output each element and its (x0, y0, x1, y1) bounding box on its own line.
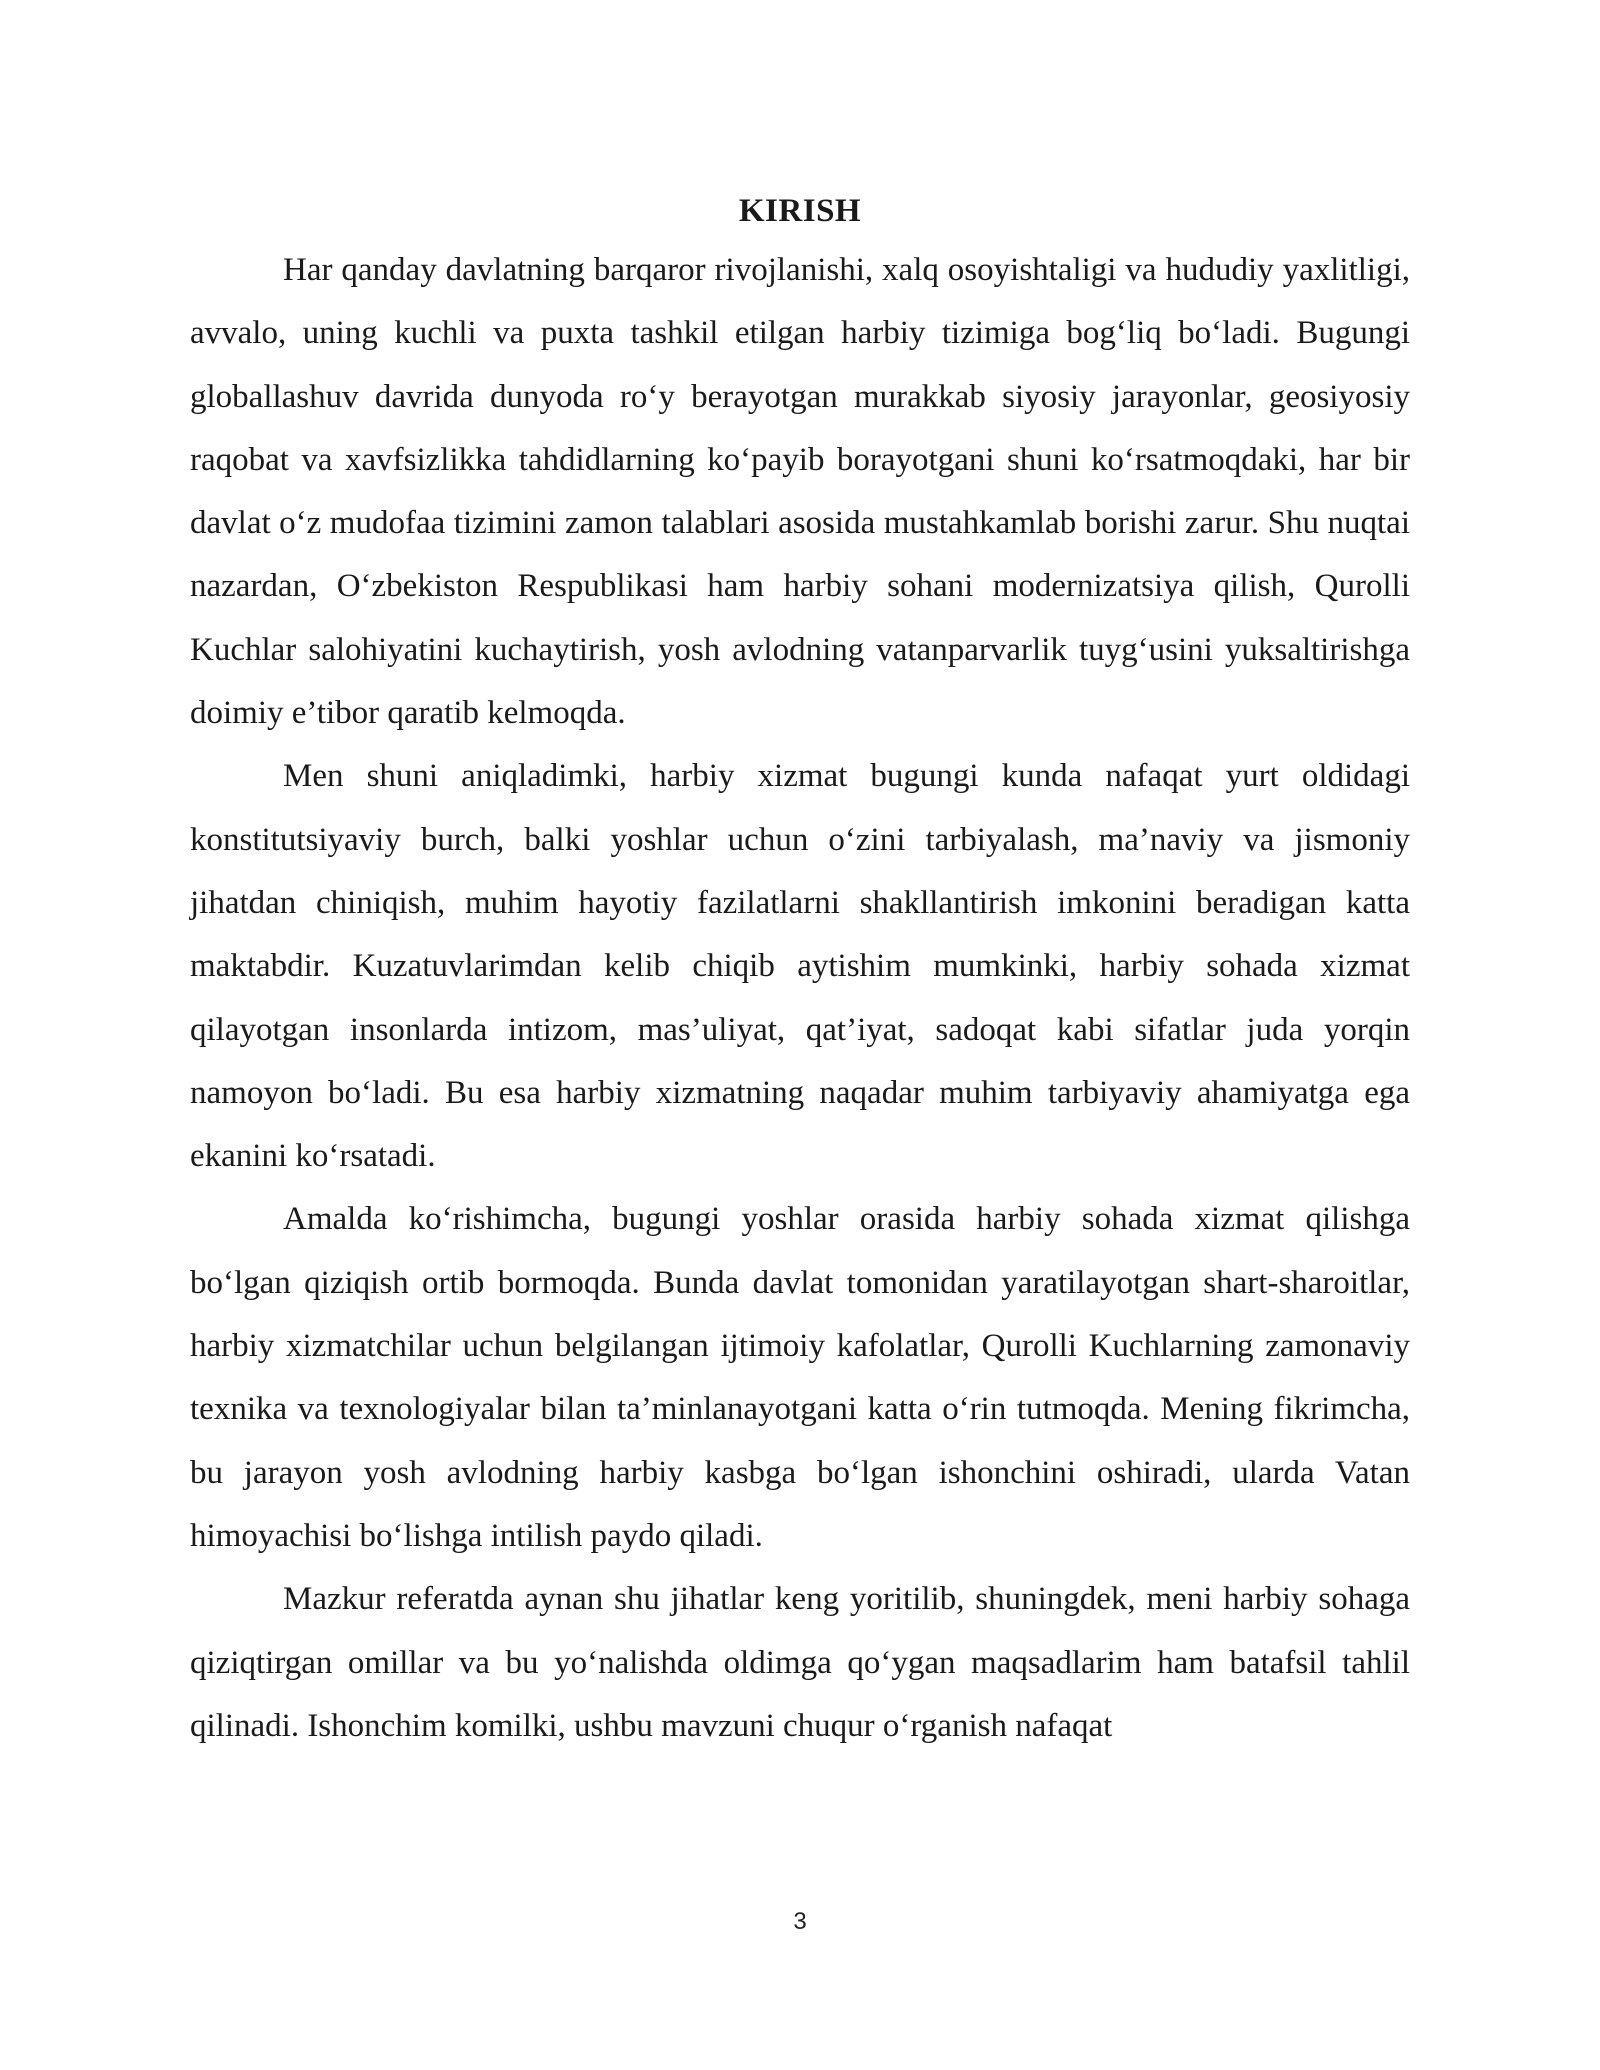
paragraph-3: Amalda ko‘rishimcha, bugungi yoshlar orasida harbiy sohada xizmat qilishga bo‘lgan qiziqish ortib bormoqda. Bunda davlat tomonidan yaratilayotgan shart-sharoitlar, harbiy xizmatchilar uchun belgilangan ijtimoiy kafolatlar, Qurolli Kuchlarning zamonaviy texnika va texnologiyalar bilan ta’minlanayotgani katta o‘rin tutmoqda. Mening fikrimcha, bu jarayon yosh avlodning harbiy kasbga bo‘lgan ishonchini oshiradi, ularda Vatan himoyachisi bo‘lishga intilish paydo qiladi. (190, 1201, 1410, 1554)
paragraph-2: Men shuni aniqladimki, harbiy xizmat bugungi kunda nafaqat yurt oldidagi konstitutsiyaviy burch, balki yoshlar uchun o‘zini tarbiyalash, ma’naviy va jismoniy jihatdan chiniqish, muhim hayotiy fazilatlarni shakllantirish imkonini beradigan katta maktabdir. Kuzatuvlarimdan kelib chiqib aytishim mumkinki, harbiy sohada xizmat qilayotgan insonlarda intizom, mas’uliyat, qat’iyat, sadoqat kabi sifatlar juda yorqin namoyon bo‘ladi. Bu esa harbiy xizmatning naqadar muhim tarbiyaviy ahamiyatga ega ekanini ko‘rsatadi. (190, 758, 1410, 1175)
section-title: KIRISH (738, 193, 862, 229)
page-number: 3 (793, 1908, 807, 1935)
paragraph-4: Mazkur referatda aynan shu jihatlar keng yoritilib, shuningdek, meni harbiy sohaga qiziqtirgan omillar va bu yo‘nalishda oldimga qo‘ygan maqsadlarim ham batafsil tahlil qilinadi. Ishonchim komilki, ushbu mavzuni chuqur o‘rganish nafaqat (190, 1581, 1410, 1744)
page-body (190, 188, 1410, 1758)
paragraph-1: Har qanday davlatning barqaror rivojlanishi, xalq osoyishtaligi va hududiy yaxlitligi, avvalo, uning kuchli va puxta tashkil etilgan harbiy tizimiga bog‘liq bo‘ladi. Bugungi globallashuv davrida dunyoda ro‘y berayotgan murakkab siyosiy jarayonlar, geosiyosiy raqobat va xavfsizlikka tahdidlarning ko‘payib borayotgani shuni ko‘rsatmoqdaki, har bir davlat o‘z mudofaa tizimini zamon talablari asosida mustahkamlab borishi zarur. Shu nuqtai nazardan, O‘zbekiston Respublikasi ham harbiy sohani modernizatsiya qilish, Qurolli Kuchlar salohiyatini kuchaytirish, yosh avlodning vatanparvarlik tuyg‘usini yuksaltirishga doimiy e’tibor qaratib kelmoqda. (190, 252, 1410, 732)
